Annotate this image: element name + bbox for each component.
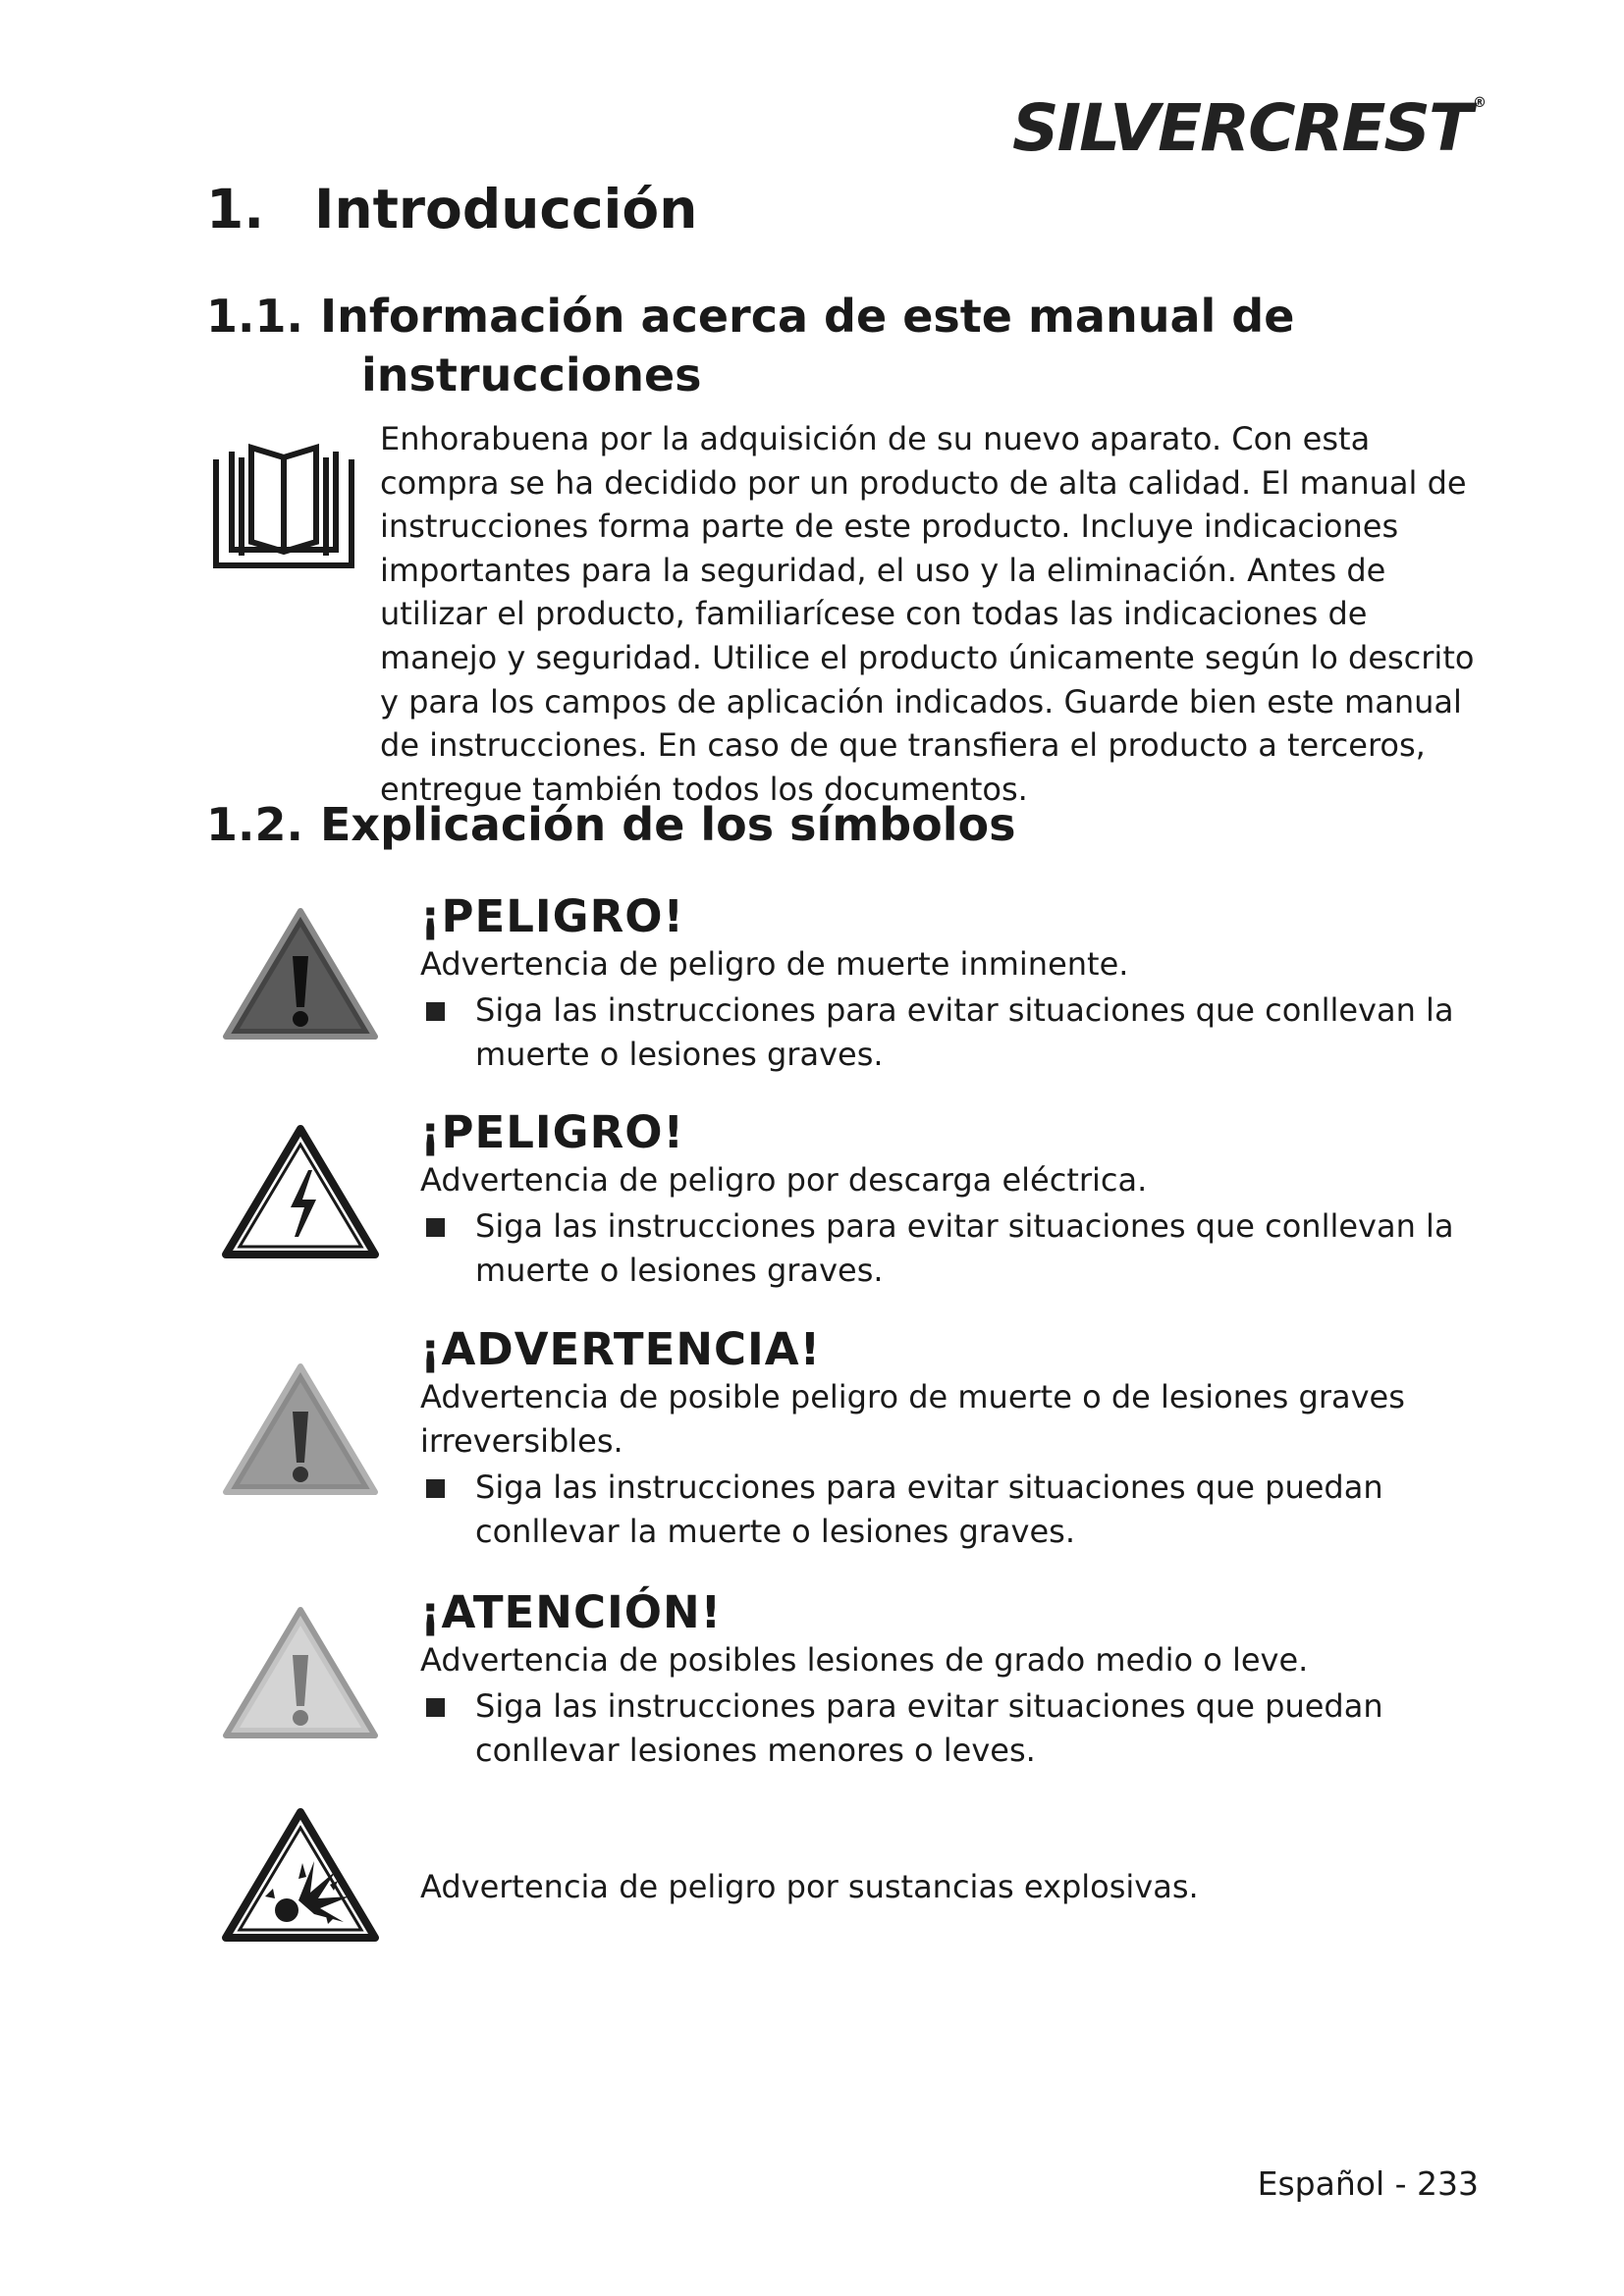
electric-shock-warning-icon [220,1123,381,1260]
bullet-text: Siga las instrucciones para evitar situaciones que conllevan la muerte o lesiones graves. [475,1207,1454,1289]
symbol-description: Advertencia de posibles lesiones de grado medio o leve. [420,1641,1309,1679]
book-icon [212,444,355,569]
section-1-1-number: 1.1. [206,290,303,343]
bullet-square-icon [426,1479,445,1498]
explosive-warning-icon [220,1806,381,1944]
page-number: Español - 233 [1257,2164,1479,2203]
signal-word: ¡ADVERTENCIA! [420,1323,822,1375]
section-1-1-text: Enhorabuena por la adquisición de su nuevo aparato. Con esta compra se ha decidido por un producto de alta calidad. El manual de instrucciones forma parte de este producto. Incluye indicaciones importantes para la seguridad, el uso y la eliminación. Antes de utilizar el producto, familiarícese con todas las indicaciones de manejo y seguridad. Utilice el producto únicamente según lo descrito y para los campos de aplicación indicados. Guarde bien este manual de instrucciones. En caso de que transfiera el producto a terceros, entregue también todos los documentos. [380,420,1475,808]
bullet-item [420,1466,1481,1554]
warning-triangle-dark-icon [220,905,381,1042]
bullet-text: Siga las instrucciones para evitar situaciones que puedan conllevar lesiones menores o leves. [475,1687,1383,1769]
bullet-square-icon [426,1698,445,1717]
section-1-2-number: 1.2. [206,798,303,851]
chapter-number: 1. [206,178,265,240]
symbol-block-caution [420,1587,1481,1773]
symbol-description: Advertencia de peligro por sustancias explosivas. [420,1868,1199,1905]
signal-word: ¡PELIGRO! [420,890,685,942]
symbol-block-explosive [420,1865,1481,1909]
section-1-2-heading [206,795,1016,854]
bullet-text: Siga las instrucciones para evitar situaciones que conllevan la muerte o lesiones graves. [475,991,1454,1073]
registered-mark: ® [1473,95,1485,111]
symbol-description: Advertencia de peligro por descarga eléctrica. [420,1161,1148,1199]
signal-word: ¡PELIGRO! [420,1106,685,1158]
section-1-1-title-line2: instrucciones [361,348,702,401]
warning-triangle-medium-icon [220,1361,381,1498]
bullet-item [420,1204,1481,1293]
symbol-description: Advertencia de posible peligro de muerte o de lesiones graves irreversibles. [420,1378,1405,1460]
symbol-block-warning [420,1324,1481,1554]
bullet-item [420,988,1481,1077]
signal-word: ¡ATENCIÓN! [420,1586,723,1638]
section-1-1-heading [206,287,1294,404]
warning-triangle-light-icon [220,1604,381,1741]
symbol-block-danger-2 [420,1107,1481,1293]
symbol-block-danger-1 [420,891,1481,1077]
bullet-square-icon [426,1218,445,1237]
symbol-description: Advertencia de peligro de muerte inminente. [420,945,1129,983]
brand-logo [1012,90,1485,166]
chapter-heading [206,178,698,240]
chapter-title: Introducción [314,178,698,240]
bullet-square-icon [426,1002,445,1021]
section-1-1-title-line1: Información acerca de este manual de [320,290,1295,343]
bullet-item [420,1684,1481,1773]
bullet-text: Siga las instrucciones para evitar situaciones que puedan conllevar la muerte o lesiones graves. [475,1468,1383,1550]
section-1-2-title: Explicación de los símbolos [320,798,1016,851]
brand-logo-text: SILVERCREST [1012,90,1471,166]
